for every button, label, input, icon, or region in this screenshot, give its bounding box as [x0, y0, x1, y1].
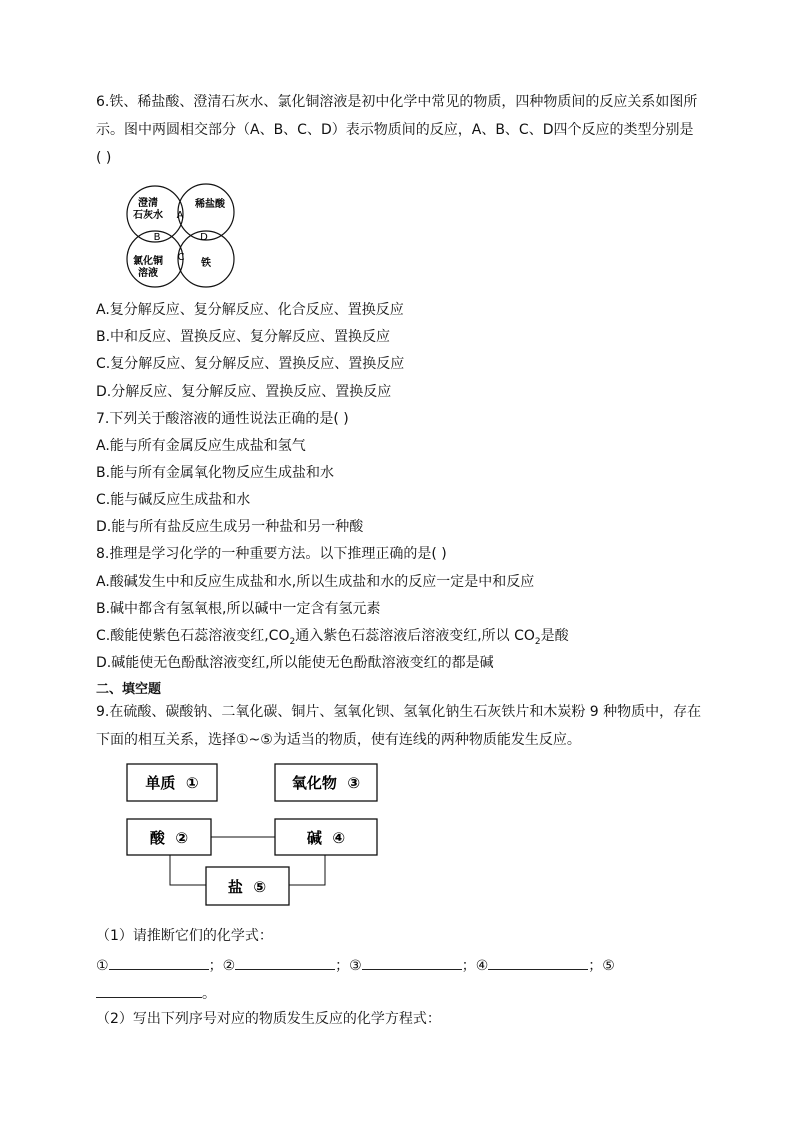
connector-base-salt — [289, 855, 325, 885]
q8-option-d: D.碱能使无色酚酞溶液变红,所以能使无色酚酞溶液变红的都是碱 — [96, 655, 494, 671]
venn-label-cucl2-2: 溶液 — [138, 268, 158, 279]
q7-option-d: D.能与所有盐反应生成另一种盐和另一种酸 — [96, 519, 364, 535]
q8-option-c-sub2: 2 — [534, 636, 541, 647]
q9-stem-line2: 下面的相互关系，选择①~⑤为适当的物质，使有连线的两种物质能发生反应。 — [96, 732, 581, 748]
end-period: 。 — [202, 986, 216, 1002]
venn-label-iron: 铁 — [201, 258, 211, 269]
q8-option-c-sub1: 2 — [289, 636, 296, 647]
q9-sub1: （1）请推断它们的化学式： — [96, 928, 273, 944]
q6-stem-line1: 6.铁、稀盐酸、澄清石灰水、氯化铜溶液是初中化学中常见的物质，四种物质间的反应关系如图所 — [96, 94, 698, 110]
q8-option-b: B.碱中都含有氢氧根,所以碱中一定含有氢元素 — [96, 601, 381, 617]
q7-option-b: B.能与所有金属氧化物反应生成盐和水 — [96, 465, 335, 481]
box-acid-label: 酸 ② — [149, 829, 189, 847]
venn-diagram — [120, 180, 250, 292]
answer-blank-1[interactable] — [109, 955, 209, 970]
q8-option-c-text2: 通入紫色石蕊溶液后溶液变红,所以 CO — [295, 628, 535, 644]
venn-label-limewater-1: 澄清 — [138, 198, 158, 209]
q7-option-a: A.能与所有金属反应生成盐和氢气 — [96, 438, 306, 454]
blank-label-2: ② — [222, 958, 236, 974]
separator: ； — [208, 958, 223, 974]
q9-sub2: （2）写出下列序号对应的物质发生反应的化学方程式： — [96, 1011, 441, 1027]
q8-option-c — [96, 627, 569, 651]
q7-stem: 7.下列关于酸溶液的通性说法正确的是( ) — [96, 411, 349, 427]
box-oxide-label: 氧化物 ③ — [291, 774, 361, 792]
venn-intersection-a: A — [176, 210, 184, 221]
venn-intersection-b: B — [153, 232, 161, 243]
answer-blank-2[interactable] — [235, 955, 335, 970]
q8-option-a: A.酸碱发生中和反应生成盐和水,所以生成盐和水的反应一定是中和反应 — [96, 574, 535, 590]
separator: ； — [461, 958, 476, 974]
q8-stem: 8.推理是学习化学的一种重要方法。以下推理正确的是( ) — [96, 546, 447, 562]
q9-answer-blank-5-line — [96, 983, 216, 1003]
q6-option-d: D.分解反应、复分解反应、置换反应、置换反应 — [96, 384, 392, 400]
q6-option-c: C.复分解反应、复分解反应、置换反应、置换反应 — [96, 356, 405, 372]
q9-stem-line1: 9.在硫酸、碳酸钠、二氧化碳、铜片、氢氧化钡、氢氧化钠生石灰铁片和木炭粉 9 种物质中，存在 — [96, 704, 702, 720]
blank-label-5: ⑤ — [602, 958, 615, 974]
q9-answer-blanks — [96, 955, 615, 975]
blank-label-4: ④ — [475, 958, 489, 974]
blank-label-1: ① — [96, 958, 109, 974]
venn-intersection-d: D — [200, 232, 208, 243]
answer-blank-4[interactable] — [488, 955, 588, 970]
venn-label-hcl: 稀盐酸 — [195, 199, 225, 210]
q8-option-c-text3: 是酸 — [540, 628, 569, 644]
separator: ； — [588, 958, 603, 974]
relation-diagram — [120, 760, 390, 910]
q6-option-b: B.中和反应、置换反应、复分解反应、置换反应 — [96, 329, 391, 345]
answer-blank-5[interactable] — [96, 983, 202, 998]
q6-stem-line2: 示。图中两圆相交部分（A、B、C、D）表示物质间的反应，A、B、C、D四个反应的类型分别是 — [96, 122, 694, 138]
separator: ； — [335, 958, 350, 974]
connector-acid-salt — [170, 855, 206, 885]
q6-option-a: A.复分解反应、复分解反应、化合反应、置换反应 — [96, 302, 404, 318]
blank-label-3: ③ — [349, 958, 362, 974]
box-element-label: 单质 ① — [145, 774, 199, 792]
venn-label-cucl2-1: 氯化铜 — [133, 256, 163, 267]
box-base-label: 碱 ④ — [306, 829, 346, 847]
section-heading-fill-in: 二、填空题 — [96, 682, 162, 697]
q8-option-c-text1: C.酸能使紫色石蕊溶液变红,CO — [96, 628, 290, 644]
venn-intersection-c: C — [177, 252, 185, 263]
q7-option-c: C.能与碱反应生成盐和水 — [96, 492, 251, 508]
q6-stem-line3: ( ) — [96, 150, 112, 166]
answer-blank-3[interactable] — [362, 955, 462, 970]
venn-label-limewater-2: 石灰水 — [133, 210, 163, 221]
box-salt-label: 盐 ⑤ — [227, 878, 267, 896]
